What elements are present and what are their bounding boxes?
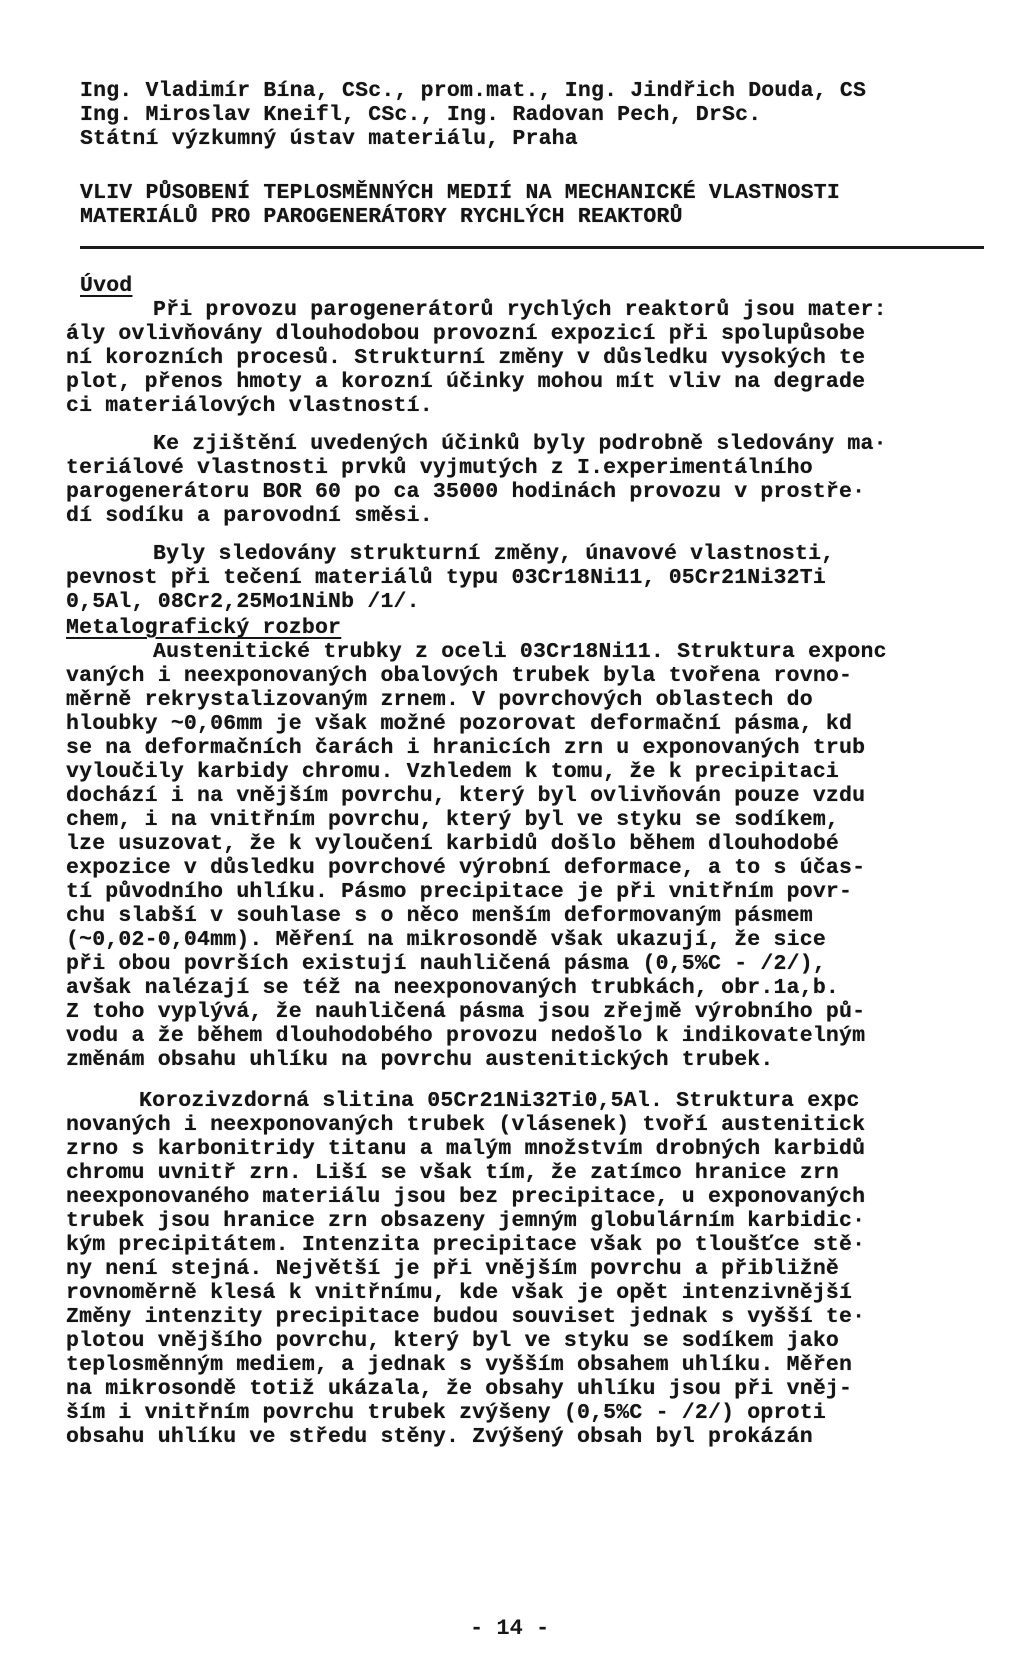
article-title-line-2: MATERIÁLŮ PRO PAROGENERÁTORY RYCHLÝCH REAKTORŮ — [80, 205, 683, 229]
intro-line-9: dí sodíku a parovodní směsi. — [66, 504, 433, 528]
metal-line-24: trubek jsou hranice zrn obsazeny jemným globulárním karbidic· — [66, 1209, 866, 1233]
metal-line-12: chu slabší v souhlase s o něco menším deformovaným pásmem — [66, 904, 813, 928]
intro-line-11: pevnost při tečení materiálů typu 03Cr18Ni11, 05Cr21Ni32Ti — [66, 566, 826, 590]
metal-line-26: ny není stejná. Největší je při vnějším povrchu a přibližně — [66, 1257, 840, 1281]
metal-line-15: avšak nalézají se též na neexponovaných trubkách, obr.1a,b. — [66, 976, 840, 1000]
section-heading-intro: Úvod — [80, 274, 133, 298]
metal-line-5: se na deformačních čarách i hranicích zrn u exponovaných trub — [66, 736, 866, 760]
metal-line-32: ším i vnitřním povrchu trubek zvýšeny (0,5%C - /2/) oproti — [66, 1401, 826, 1425]
metal-line-33: obsahu uhlíku ve středu stěny. Zvýšený obsah byl prokázán — [66, 1425, 813, 1449]
intro-line-10: Byly sledovány strukturní změny, únavové vlastnosti, — [153, 542, 835, 566]
metal-line-11: tí původního uhlíku. Pásmo precipitace je při vnitřním povr- — [66, 880, 853, 904]
metal-line-21: zrno s karbonitridy titanu a malým množstvím drobných karbidů — [66, 1137, 866, 1161]
metal-line-19: Korozivzdorná slitina 05Cr21Ni32Ti0,5Al. Struktura expc — [139, 1089, 860, 1113]
intro-line-12: 0,5Al, 08Cr2,25Mo1NiNb /1/. — [66, 590, 420, 614]
metal-line-7: dochází i na vnějším povrchu, který byl ovlivňován pouze vzdu — [66, 784, 866, 808]
metal-line-16: Z toho vyplývá, že nauhličená pásma jsou zřejmě výrobního pů- — [66, 1000, 866, 1024]
author-line-1: Ing. Vladimír Bína, CSc., prom.mat., Ing. Jindřich Douda, CS — [80, 79, 867, 103]
metal-line-13: (~0,02-0,04mm). Měření na mikrosondě však ukazují, že sice — [66, 928, 826, 952]
metal-line-10: expozice v důsledku povrchové výrobní deformace, a to s účas- — [66, 856, 866, 880]
intro-line-3: ní korozních procesů. Strukturní změny v důsledku vysokých te — [66, 346, 866, 370]
metal-line-8: chem, i na vnitřním povrchu, který byl ve styku se sodíkem, — [66, 808, 840, 832]
institution-line: Státní výzkumný ústav materiálu, Praha — [80, 127, 578, 151]
metal-line-23: neexponovaného materiálu jsou bez precipitace, u exponovaných — [66, 1185, 866, 1209]
intro-line-7: teriálové vlastnosti prvků vyjmutých z I.experimentálního — [66, 456, 813, 480]
metal-line-18: změnám obsahu uhlíku na povrchu austenitických trubek. — [66, 1048, 774, 1072]
metal-line-20: novaných i neexponovaných trubek (vlásenek) tvoří austenitick — [66, 1113, 866, 1137]
metal-line-9: lze usuzovat, že k vyloučení karbidů došlo během dlouhodobé — [66, 832, 840, 856]
metal-line-1: Austenitické trubky z oceli 03Cr18Ni11. Struktura exponc — [153, 640, 887, 664]
metal-line-3: měrně rekrystalizovaným zrnem. V povrchových oblastech do — [66, 688, 813, 712]
metal-line-4: hloubky ~0,06mm je však možné pozorovat deformační pásma, kd — [66, 712, 853, 736]
intro-line-6: Ke zjištění uvedených účinků byly podrobně sledovány ma· — [153, 432, 887, 456]
intro-line-2: ály ovlivňovány dlouhodobou provozní expozicí při spolupůsobe — [66, 322, 866, 346]
metal-line-30: teplosměnným mediem, a jednak s vyšším obsahem uhlíku. Měřen — [66, 1353, 853, 1377]
intro-line-8: parogenerátoru BOR 60 po ca 35000 hodinách provozu v prostře· — [66, 480, 866, 504]
title-rule — [80, 246, 984, 249]
metal-line-2: vaných i neexponovaných obalových trubek byla tvořena rovno- — [66, 664, 853, 688]
author-line-2: Ing. Miroslav Kneifl, CSc., Ing. Radovan Pech, DrSc. — [80, 103, 762, 127]
metal-line-6: vyloučily karbidy chromu. Vzhledem k tomu, že k precipitaci — [66, 760, 840, 784]
intro-line-5: ci materiálových vlastností. — [66, 394, 433, 418]
page-number: - 14 - — [470, 1616, 550, 1641]
metal-line-25: kým precipitátem. Intenzita precipitace však po tloušťce stě· — [66, 1233, 866, 1257]
metal-line-17: vodu a že během dlouhodobého provozu nedošlo k indikovatelným — [66, 1024, 866, 1048]
metal-line-28: Změny intenzity precipitace budou souviset jednak s vyšší te· — [66, 1305, 866, 1329]
metal-line-14: při obou površích existují nauhličená pásma (0,5%C - /2/), — [66, 952, 826, 976]
intro-line-4: plot, přenos hmoty a korozní účinky mohou mít vliv na degrade — [66, 370, 866, 394]
metal-line-27: rovnoměrně klesá k vnitřnímu, kde však je opět intenzivnější — [66, 1281, 853, 1305]
article-title-line-1: VLIV PŮSOBENÍ TEPLOSMĚNNÝCH MEDIÍ NA MECHANICKÉ VLASTNOSTI — [80, 181, 840, 205]
metal-line-29: plotou vnějšího povrchu, který byl ve styku se sodíkem jako — [66, 1329, 840, 1353]
metal-line-31: na mikrosondě totiž ukázala, že obsahy uhlíku jsou při vněj- — [66, 1377, 853, 1401]
section-heading-metallography: Metalografický rozbor — [66, 616, 342, 640]
intro-line-1: Při provozu parogenerátorů rychlých reaktorů jsou mater: — [153, 298, 887, 322]
metal-line-22: chromu uvnitř zrn. Liší se však tím, že zatímco hranice zrn — [66, 1161, 840, 1185]
